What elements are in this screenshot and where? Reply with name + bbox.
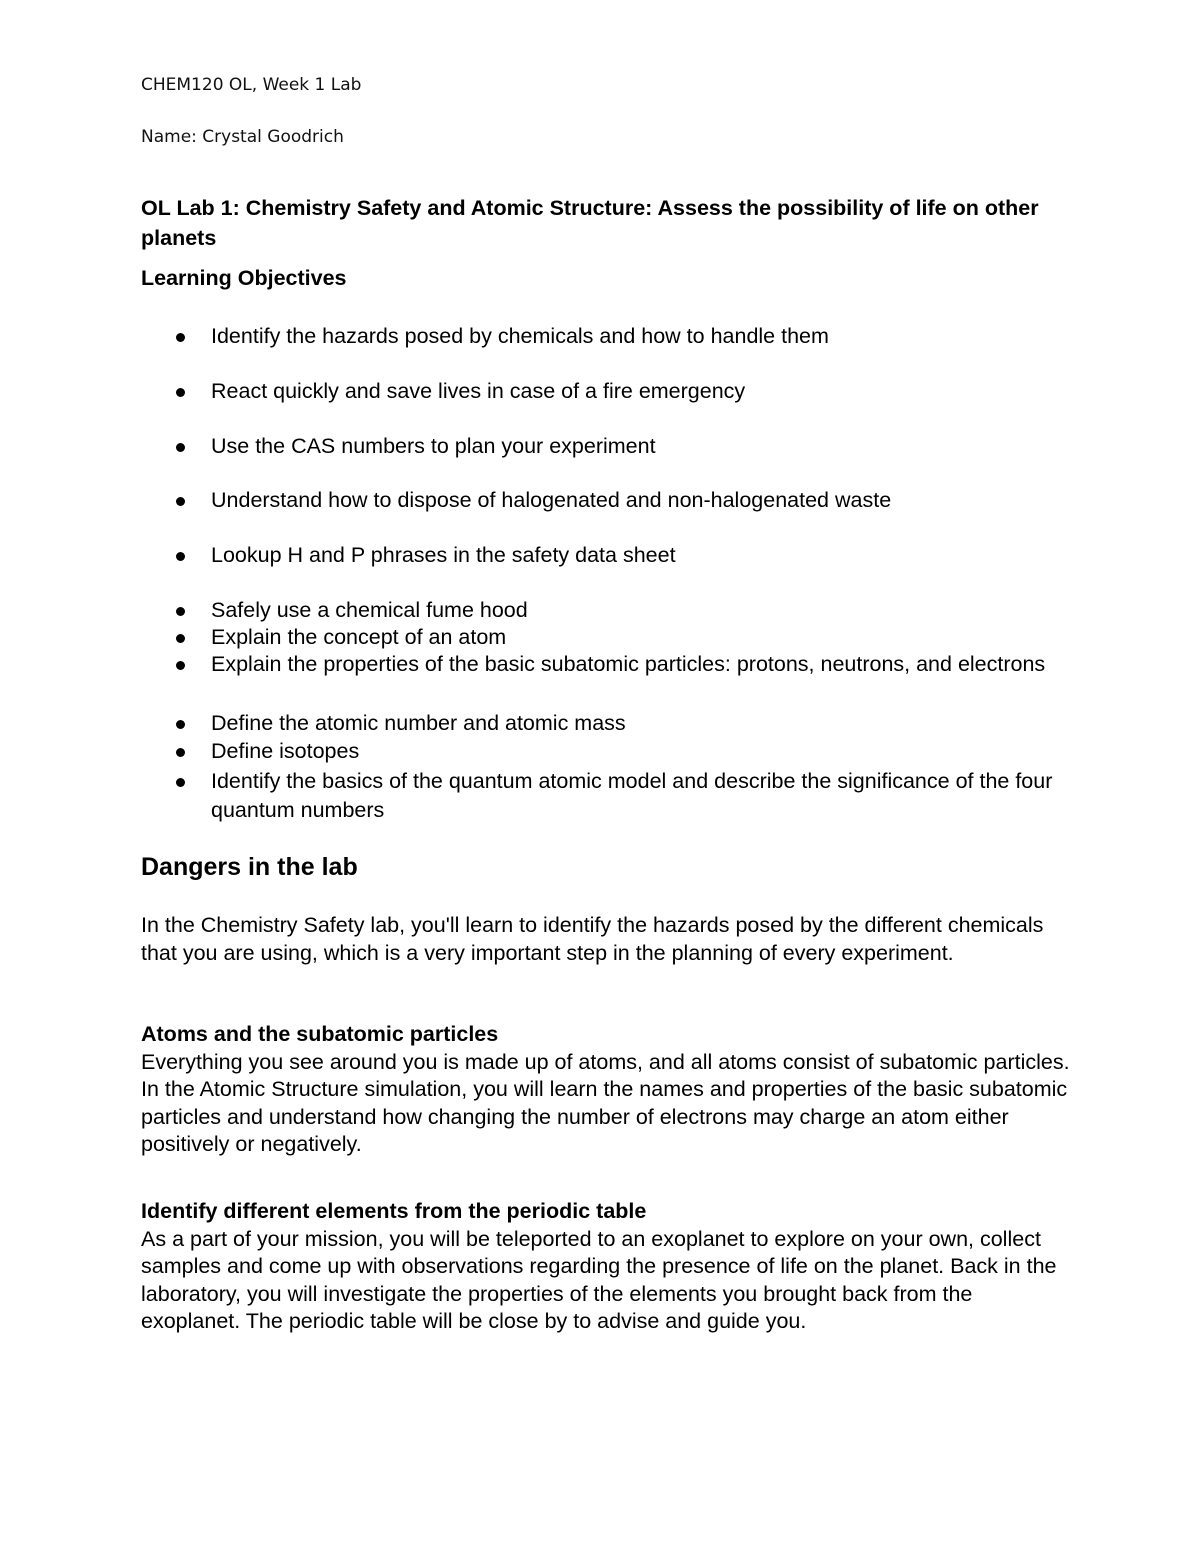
document-page: CHEM120 OL, Week 1 Lab Name: Crystal Goodrich OL Lab 1: Chemistry Safety and Atomic Structure: Assess the possibility of life on other planets Learning Objectives Identify the hazards posed by chemicals and how to handle them React quickly and save lives in case of a fire emergency Use the CAS numbers to plan your experiment Understand how to dispose of halogenated and non-halogenated waste Lookup H and P phrases in the safety data sheet Safely use a chemical fume hood Explain the concept of an atom Explain the properties of the basic subatomic particles: protons, neutrons, and electrons Define the atomic number and atomic mass Define isotopes Identify the basics of the quantum atomic model and describe the significance of the four quantum numbers Dangers in the lab In the Chemistry Safety lab, you'll learn to identify the hazards posed by the different chemicals that you are using, which is a very important step in the planning of every experiment. Atoms and the subatomic particles Everything you see around you is made up of atoms, and all atoms consist of subatomic particles. In the Atomic Structure simulation, you will learn the names and properties of the basic subatomic particles and understand how changing the number of electrons may charge an atom either positively or negatively. Identify different elements from the periodic table As a part of your mission, you will be teleported to an exoplanet to explore on your own, collect samples and come up with observations regarding the presence of life on the planet. Back in the laboratory, you will investigate the properties of the elements you brought back from the exoplanet. The periodic table will be close by to advise and guide you.: [0, 0, 1200, 1553]
elements-section: [141, 1198, 1071, 1336]
bullet-icon: [176, 634, 185, 643]
dangers-paragraph: In the Chemistry Safety lab, you'll learn to identify the hazards posed by the different chemicals that you are using, which is a very important step in the planning of every experiment.: [141, 913, 1044, 965]
bullet-icon: [176, 607, 185, 616]
bullet-icon: [176, 720, 185, 729]
elements-heading: Identify different elements from the periodic table: [141, 1199, 647, 1223]
bullet-icon: [176, 497, 185, 506]
dangers-heading: Dangers in the lab: [141, 853, 358, 881]
atoms-section: [141, 1021, 1071, 1159]
bullet-icon: [176, 388, 185, 397]
atoms-heading: Atoms and the subatomic particles: [141, 1022, 499, 1046]
document-title: OL Lab 1: Chemistry Safety and Atomic Structure: Assess the possibility of life on other planets: [141, 196, 1039, 250]
bullet-icon: [176, 661, 185, 670]
atoms-paragraph: Everything you see around you is made up of atoms, and all atoms consist of subatomic particles. In the Atomic Structure simulation, you will learn the names and properties of the basic subatomic particles and understand how changing the number of electrons may charge an atom either positively or negatively.: [141, 1049, 1070, 1156]
student-name: Name: Crystal Goodrich: [141, 127, 344, 147]
learning-objectives-heading: Learning Objectives: [141, 266, 347, 290]
bullet-icon: [176, 552, 185, 561]
bullet-icon: [176, 778, 185, 787]
course-line: CHEM120 OL, Week 1 Lab: [141, 75, 362, 95]
elements-paragraph: As a part of your mission, you will be teleported to an exoplanet to explore on your own, collect samples and come up with observations regarding the presence of life on the planet. Back in the laboratory, you will investigate the properties of the elements you brought back from the exoplanet. The periodic table will be close by to advise and guide you.: [141, 1226, 1057, 1333]
bullet-icon: [176, 333, 185, 342]
bullet-icon: [176, 443, 185, 452]
bullet-icon: [176, 748, 185, 757]
